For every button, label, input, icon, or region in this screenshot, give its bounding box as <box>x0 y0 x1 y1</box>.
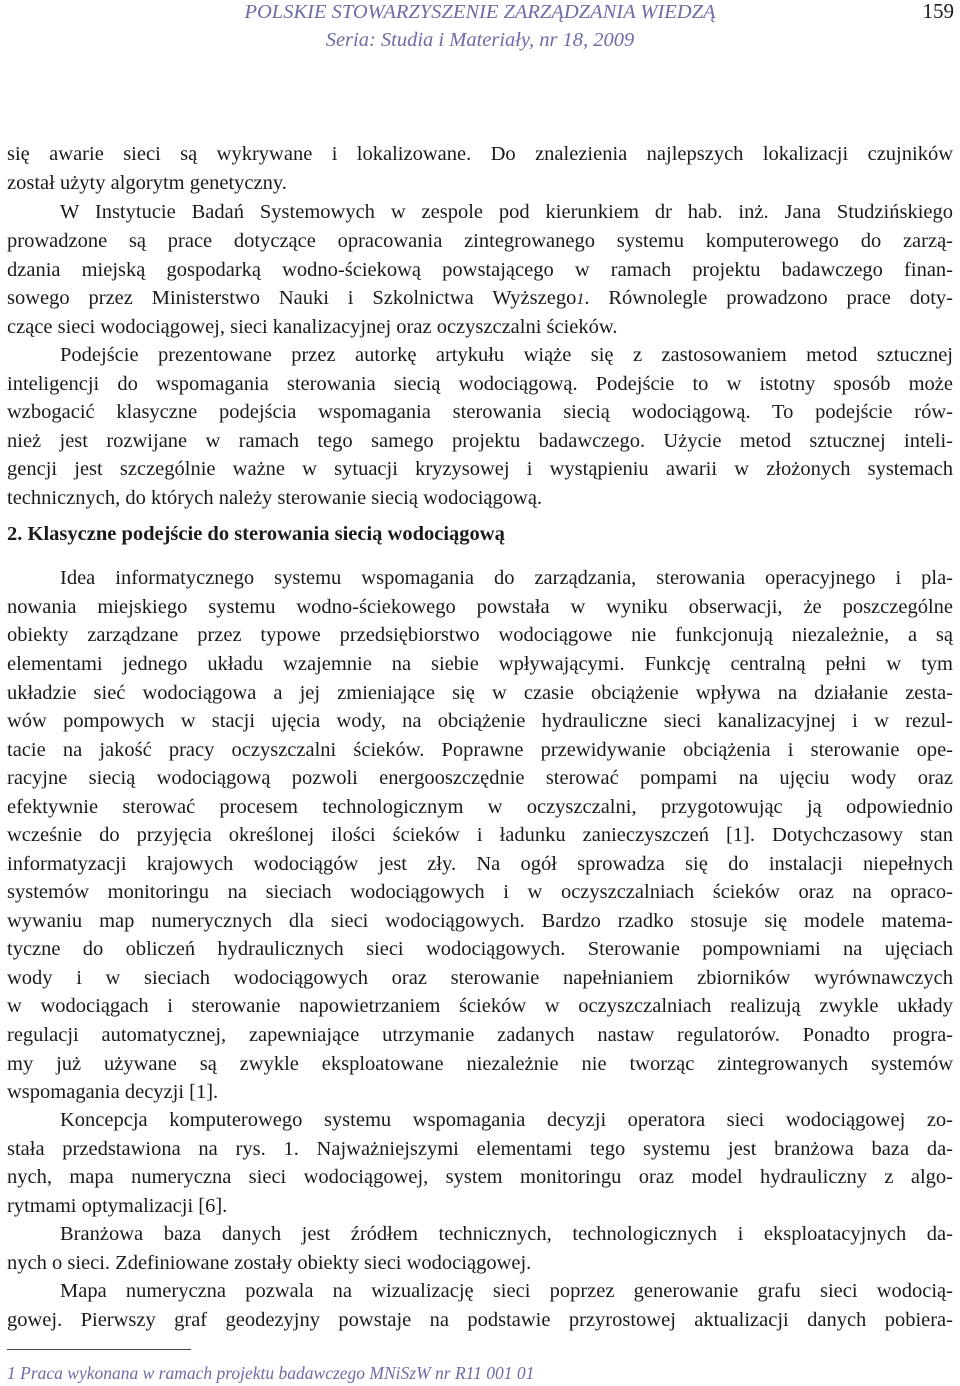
text-line: czące sieci wodociągowej, sieci kanalizacyjnej oraz oczyszczalni ścieków. <box>7 316 618 338</box>
text-line: Branżowa baza danych jest źródłem technicznych, technologicznych i eksploatacyjnych da- <box>60 1223 953 1245</box>
text-line: dzania miejską gospodarką wodno-ściekową powstającego w ramach projektu badawczego finan- <box>7 259 953 281</box>
text-line: my już używane są zwykle eksploatowane niezależnie nie tworząc zintegrowanych systemów <box>7 1053 953 1075</box>
page-number: 159 <box>922 0 954 23</box>
text-line: obiekty zarządzane przez typowe przedsiębiorstwo wodociągowe nie funkcjonują niezależnie, a są <box>7 624 953 646</box>
text-line: stała przedstawiona na rys. 1. Najważniejszymi elementami tego systemu jest branżowa baza da- <box>7 1138 953 1160</box>
text-line: tyczne do obliczeń hydraulicznych sieci wodociągowych. Sterowanie pompowniami na ujęciach <box>7 938 953 960</box>
text-line: technicznych, do których należy sterowanie siecią wodociągową. <box>7 487 543 509</box>
text-line: sowego przez Ministerstwo Nauki i Szkolnictwa Wyższego1. Równolegle prowadzono prace doty- <box>7 287 953 309</box>
text-line: gencji jest szczególnie ważne w sytuacji kryzysowej i wystąpieniu awarii w złożonych systemach <box>7 458 953 480</box>
running-header <box>0 0 960 60</box>
text-line: wywaniu map numerycznych dla sieci wodociągowych. Bardzo rzadko stosuje się modele matema- <box>7 910 953 932</box>
text-line: Podejście prezentowane przez autorkę artykułu wiąże się z zastosowaniem metod sztucznej <box>60 344 953 366</box>
text-line: Mapa numeryczna pozwala na wizualizację sieci poprzez generowanie grafu sieci wodocią- <box>60 1280 953 1302</box>
text-line: wody i w sieciach wodociągowych oraz sterowanie napełnianiem zbiorników wyrównawczych <box>7 967 953 989</box>
text-line: gowej. Pierwszy graf geodezyjny powstaje na podstawie przyrostowej aktualizacji danych pobiera- <box>7 1309 953 1331</box>
text-line: w wodociągach i sterowanie napowietrzaniem ścieków w oczyszczalniach realizują zwykle układy <box>7 995 953 1017</box>
text-line: wzbogacić klasyczne podejścia wspomagania sterowania siecią wodociągową. To podejście rów- <box>7 401 953 423</box>
text-line: systemów monitoringu na sieciach wodociągowych i w oczyszczalniach ścieków oraz na opraco- <box>7 881 953 903</box>
text-line: rytmami optymalizacji [6]. <box>7 1195 228 1217</box>
society-name: POLSKIE STOWARZYSZENIE ZARZĄDZANIA WIEDZĄ <box>244 1 716 23</box>
text-line: układzie sieć wodociągowa a jej zmieniające się w czasie obciążenie wpływa na działanie zesta- <box>7 682 953 704</box>
text-line: elementami jednego układu wzajemnie na siebie wpływającymi. Funkcję centralną pełni w tym <box>7 653 953 675</box>
footnote-reference: 1 <box>576 291 585 308</box>
text-line: W Instytucie Badań Systemowych w zespole pod kierunkiem dr hab. inż. Jana Studzińskiego <box>60 201 953 223</box>
text-line: wspomagania decyzji [1]. <box>7 1081 219 1103</box>
text-line: Idea informatycznego systemu wspomagania do zarządzania, sterowania operacyjnego i pla- <box>60 567 953 589</box>
series-title: Seria: Studia i Materiały, nr 18, 2009 <box>325 29 635 51</box>
footnote-rule <box>7 1349 191 1350</box>
text-line: nowania miejskiego systemu wodno-ściekowego powstała w wyniku obserwacji, że poszczególne <box>7 596 953 618</box>
text-line: efektywnie sterować procesem technologicznym w oczyszczalni, przygotowując ją odpowiednio <box>7 796 953 818</box>
text-line: został użyty algorytm genetyczny. <box>7 172 287 194</box>
text-line: wcześnie do przyjęcia określonej ilości ścieków i ładunku zanieczyszczeń [1]. Dotychczasowy stan <box>7 824 953 846</box>
text-line: nych, mapa numeryczna sieci wodociągowej, system monitoringu oraz model hydrauliczny z algo- <box>7 1166 953 1188</box>
text-line: się awarie sieci są wykrywane i lokalizowane. Do znalezienia najlepszych lokalizacji czujników <box>7 143 953 165</box>
text-line: informatyzacji krajowych wodociągów jest zły. Na ogół sprowadza się do instalacji niepełnych <box>7 853 953 875</box>
text-line: tacie na jakość pracy oczyszczalni ścieków. Poprawne przewidywanie obciążenia i sterowanie ope- <box>7 739 953 761</box>
text-line: nież jest rozwijane w ramach tego samego projektu badawczego. Użycie metod sztucznej inteli- <box>7 430 953 452</box>
text-line: nych o sieci. Zdefiniowane zostały obiekty sieci wodociągowej. <box>7 1252 532 1274</box>
text-line: Koncepcja komputerowego systemu wspomagania decyzji operatora sieci wodociągowej zo- <box>60 1109 953 1131</box>
text-line: wów pompowych w stacji ujęcia wody, na obciążenie hydrauliczne sieci kanalizacyjnej i w rezul- <box>7 710 953 732</box>
text-line: inteligencji do wspomagania sterowania siecią wodociągową. Podejście to w istotny sposób może <box>7 373 953 395</box>
text-line: racyjne siecią wodociągową pozwoli energooszczędnie sterować pompami na ujęciu wody oraz <box>7 767 953 789</box>
footnote: 1 Praca wykonana w ramach projektu badawczego MNiSzW nr R11 001 01 <box>7 1363 535 1383</box>
text-line: prowadzone są prace dotyczące opracowania zintegrowanego systemu komputerowego do zarzą- <box>7 230 953 252</box>
section-heading: 2. Klasyczne podejście do sterowania siecią wodociągową <box>7 523 505 545</box>
text-line: regulacji automatycznej, zapewniające utrzymanie zadanych nastaw regulatorów. Ponadto progra- <box>7 1024 953 1046</box>
